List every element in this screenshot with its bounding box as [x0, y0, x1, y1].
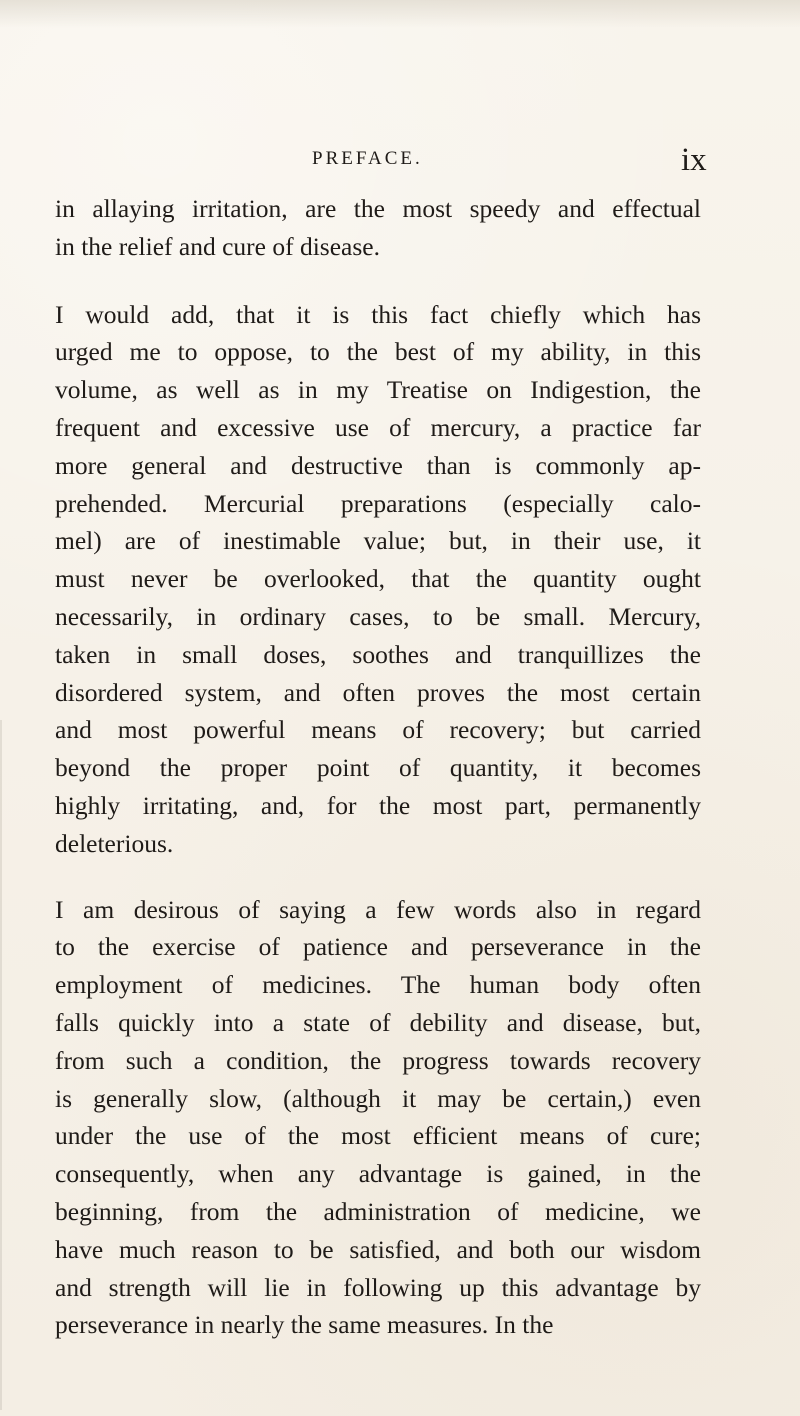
text-line: deleterious. [55, 828, 174, 858]
binding-shadow [0, 720, 2, 1410]
paragraph-gap [55, 863, 701, 891]
text-line: and most powerful means of recovery; but carried [55, 715, 701, 745]
text-line: must never be overlooked, that the quantity ought [55, 564, 701, 594]
text-line: taken in small doses, soothes and tranquillizes the [55, 639, 701, 669]
text-line: beyond the proper point of quantity, it becomes [55, 753, 701, 783]
page-header [0, 142, 800, 182]
text-line: highly irritating, and, for the most part, permanently [55, 790, 701, 820]
text-line: mel) are of inestimable value; but, in their use, it [55, 526, 701, 556]
body-text [55, 190, 701, 1344]
text-line: consequently, when any advantage is gained, in the [55, 1159, 701, 1189]
text-line: have much reason to be satisfied, and both our wisdom [55, 1234, 701, 1264]
text-line: falls quickly into a state of debility and disease, but, [55, 1007, 701, 1037]
paragraph-2 [55, 296, 701, 863]
paragraph-1 [55, 190, 701, 266]
text-line: perseverance in nearly the same measures. In the [55, 1310, 554, 1340]
running-head: PREFACE. [312, 148, 423, 169]
text-line: beginning, from the administration of medicine, we [55, 1196, 701, 1226]
paragraph-gap [55, 266, 701, 296]
text-line: is generally slow, (although it may be certain,) even [55, 1083, 701, 1113]
text-line: frequent and excessive use of mercury, a practice far [55, 412, 701, 442]
text-line: and strength will lie in following up this advantage by [55, 1272, 701, 1302]
text-line: disordered system, and often proves the most certain [55, 677, 701, 707]
text-line: from such a condition, the progress towards recovery [55, 1045, 701, 1075]
page-number: ix [681, 142, 707, 178]
text-line: to the exercise of patience and perseverance in the [55, 932, 701, 962]
text-line: more general and destructive than is commonly ap- [55, 450, 701, 480]
text-line: I am desirous of saying a few words also in regard [55, 894, 701, 924]
text-line: I would add, that it is this fact chiefly which has [55, 299, 701, 329]
text-line: in the relief and cure of disease. [55, 231, 380, 261]
page-top-shadow [0, 0, 800, 28]
text-line: volume, as well as in my Treatise on Indigestion, the [55, 375, 701, 405]
paragraph-3 [55, 891, 701, 1345]
text-line: employment of medicines. The human body often [55, 970, 701, 1000]
text-line: prehended. Mercurial preparations (especially calo- [55, 488, 701, 518]
text-line: urged me to oppose, to the best of my ability, in this [55, 337, 701, 367]
text-line: necessarily, in ordinary cases, to be small. Mercury, [55, 601, 701, 631]
text-line: in allaying irritation, are the most speedy and effectual [55, 194, 701, 223]
text-line: under the use of the most efficient means of cure; [55, 1121, 701, 1151]
